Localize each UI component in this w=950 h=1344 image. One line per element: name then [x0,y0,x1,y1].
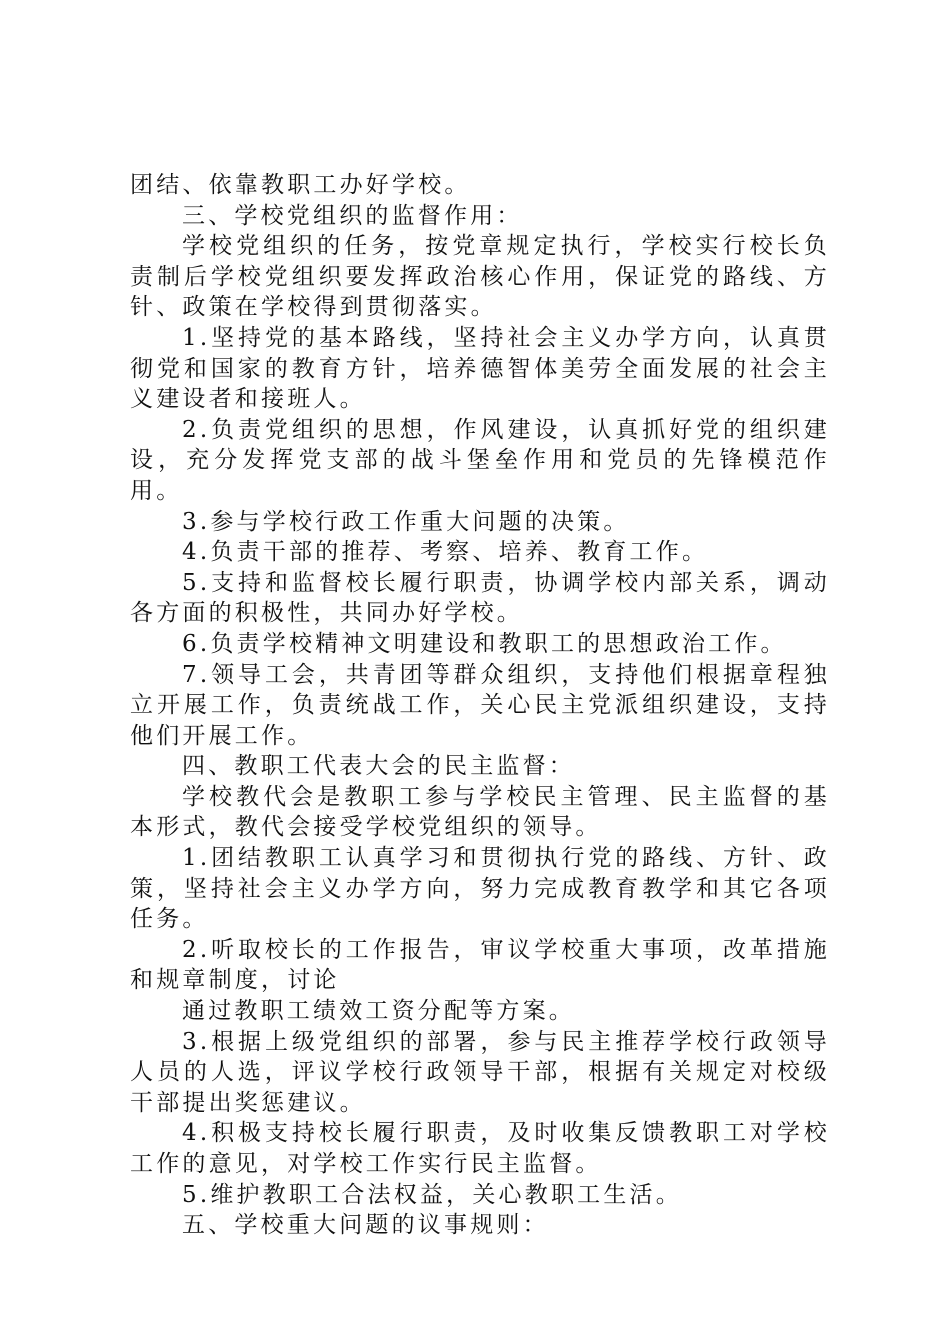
list-item: 3.根据上级党组织的部署，参与民主推荐学校行政领导人员的人选，评议学校行政领导干部，根据有关规定对校级干部提出奖惩建议。 [130,1028,830,1116]
list-item: 5.维护教职工合法权益，关心教职工生活。 [182,1181,682,1208]
section-heading: 五、学校重大问题的议事规则： [182,1212,549,1239]
list-item: 7.领导工会，共青团等群众组织，支持他们根据章程独立开展工作，负责统战工作，关心民主党派组织建设，支持他们开展工作。 [130,661,830,749]
paragraph: 学校教代会是教职工参与学校民主管理、民主监督的基本形式，教代会接受学校党组织的领导。 [130,783,830,841]
document-body [130,170,830,1241]
list-item: 3.参与学校行政工作重大问题的决策。 [182,508,630,535]
paragraph: 团结、依靠教职工办好学校。 [130,172,471,198]
list-item: 1.坚持党的基本路线，坚持社会主义办学方向，认真贯彻党和国家的教育方针，培养德智体美劳全面发展的社会主义建设者和接班人。 [130,324,830,413]
list-item: 2.听取校长的工作报告，审议学校重大事项，改革措施和规章制度，讨论 [130,936,830,994]
list-item: 2.负责党组织的思想，作风建设，认真抓好党的组织建设，充分发挥党支部的战斗堡垒作用和党员的先锋模范作用。 [130,416,830,504]
list-item: 1.团结教职工认真学习和贯彻执行党的路线、方针、政策，坚持社会主义办学方向，努力完成教育教学和其它各项任务。 [130,845,830,933]
list-item: 6.负责学校精神文明建设和教职工的思想政治工作。 [182,630,787,657]
paragraph: 学校党组织的任务，按党章规定执行，学校实行校长负责制后学校党组织要发挥政治核心作用，保证党的路线、方针、政策在学校得到贯彻落实。 [130,233,830,321]
list-item: 5.支持和监督校长履行职责，协调学校内部关系，调动各方面的积极性，共同办好学校。 [130,569,830,627]
section-heading: 三、学校党组织的监督作用： [182,202,523,229]
paragraph: 通过教职工绩效工资分配等方案。 [182,998,575,1025]
list-item: 4.负责干部的推荐、考察、培养、教育工作。 [182,539,709,566]
list-item: 4.积极支持校长履行职责，及时收集反馈教职工对学校工作的意见，对学校工作实行民主监督。 [130,1120,830,1177]
section-heading: 四、教职工代表大会的民主监督： [182,753,575,780]
